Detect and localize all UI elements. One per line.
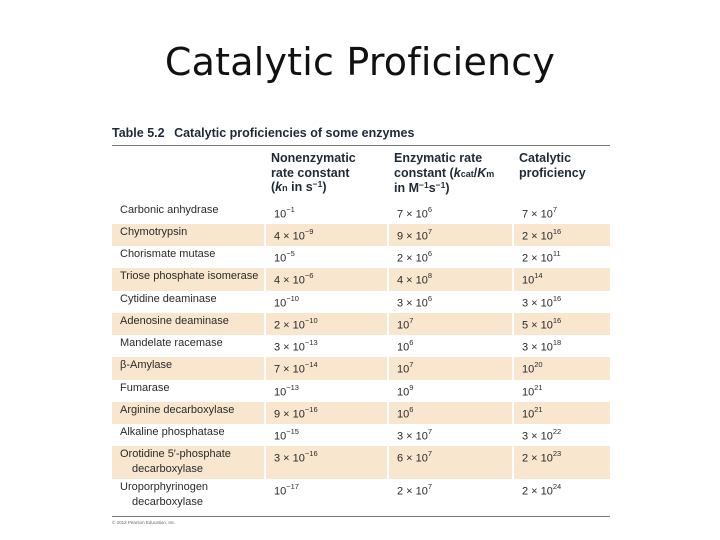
table-caption-text: Catalytic proficiencies of some enzymes xyxy=(174,126,415,140)
catalytic-proficiency-cell: $10^{20}$ xyxy=(513,357,610,379)
enzyme-name-cell: Cytidine deaminase xyxy=(112,291,265,313)
table-row xyxy=(112,402,610,424)
catalytic-proficiency-cell: $2 \times 10^{23}$ xyxy=(513,446,610,479)
table-row xyxy=(112,202,610,224)
enzymatic-rate-cell: $10^6$ xyxy=(388,402,513,424)
table-row xyxy=(112,479,610,512)
header-catalytic-proficiency: Catalytic proficiency xyxy=(519,151,586,180)
nonenzymatic-rate-cell: $10^{-1}$ xyxy=(265,202,388,224)
nonenzymatic-rate-cell: $3 \times 10^{-13}$ xyxy=(265,335,388,357)
catalytic-proficiency-cell: $7 \times 10^7$ xyxy=(522,204,558,221)
enzymatic-rate-cell: $10^7$ xyxy=(388,313,513,335)
enzyme-name-cell: Alkaline phosphatase xyxy=(112,424,265,446)
enzyme-name-cell: Adenosine deaminase xyxy=(112,313,265,335)
enzyme-name-cell: Mandelate racemase xyxy=(112,335,265,357)
enzymatic-rate-cell: $10^6$ xyxy=(388,335,513,357)
enzyme-name-cell: Fumarase xyxy=(112,380,265,402)
enzyme-name-cell: Carbonic anhydrase xyxy=(112,202,265,224)
enzymatic-rate-cell: $2 \times 10^6$ xyxy=(388,246,513,268)
table-caption-number: Table 5.2 xyxy=(112,126,165,140)
header-enzymatic-rate: Enzymatic rate constant (kcat/Km in $M^{-1}s^{-1}$) xyxy=(394,151,495,195)
enzymatic-rate-cell: $10^9$ xyxy=(388,380,513,402)
catalytic-proficiency-cell: $2 \times 10^{11}$ xyxy=(522,249,561,265)
table-row xyxy=(112,380,610,402)
nonenzymatic-rate-cell: $10^{-15}$ xyxy=(265,424,388,446)
enzyme-name-cell: Chorismate mutase xyxy=(112,246,265,268)
copyright-credit: © 2012 Pearson Education, Inc. xyxy=(112,516,610,525)
table-row xyxy=(112,224,610,246)
nonenzymatic-rate-cell: $3 \times 10^{-16}$ xyxy=(265,446,388,479)
enzymatic-rate-cell: $6 \times 10^7$ xyxy=(388,446,513,479)
enzymatic-rate-cell: $9 \times 10^7$ xyxy=(388,224,513,246)
enzymatic-rate-cell: $4 \times 10^8$ xyxy=(388,268,513,290)
enzymatic-rate-cell: $3 \times 10^7$ xyxy=(388,424,513,446)
enzyme-name-cell: Uroporphyrinogen decarboxylase xyxy=(112,479,265,512)
nonenzymatic-rate-cell: $10^{-10}$ xyxy=(265,291,388,313)
catalytic-proficiency-cell: $3 \times 10^{18}$ xyxy=(522,338,562,354)
catalytic-proficiency-cell: $2 \times 10^{24}$ xyxy=(522,482,562,498)
table-row xyxy=(112,335,610,357)
table-header-row xyxy=(112,150,610,202)
slide-title: Catalytic Proficiency xyxy=(164,40,556,84)
enzymatic-rate-cell: $7 \times 10^6$ xyxy=(388,202,513,224)
enzyme-table-figure xyxy=(112,126,610,525)
enzyme-name-cell: Triose phosphate isomerase xyxy=(112,268,265,290)
table-row xyxy=(112,446,610,479)
catalytic-proficiency-cell: $10^{21}$ xyxy=(522,382,543,399)
nonenzymatic-rate-cell: $10^{-5}$ xyxy=(265,246,388,268)
enzyme-name-cell: Orotidine 5′-phosphate decarboxylase xyxy=(112,446,265,479)
catalytic-proficiency-cell: $3 \times 10^{16}$ xyxy=(522,293,562,310)
catalytic-proficiency-cell: $3 \times 10^{22}$ xyxy=(522,427,562,443)
table-row xyxy=(112,291,610,313)
enzyme-name-cell: β-Amylase xyxy=(112,357,265,379)
catalytic-proficiency-cell: $10^{21}$ xyxy=(513,402,610,424)
enzymatic-rate-cell: $3 \times 10^6$ xyxy=(388,291,513,313)
table-row xyxy=(112,268,610,290)
table-row xyxy=(112,424,610,446)
catalytic-proficiency-cell: $5 \times 10^{16}$ xyxy=(513,313,610,335)
enzyme-name-cell: Chymotrypsin xyxy=(112,224,265,246)
nonenzymatic-rate-cell: $4 \times 10^{-6}$ xyxy=(265,268,388,290)
table-row xyxy=(112,313,610,335)
nonenzymatic-rate-cell: $7 \times 10^{-14}$ xyxy=(265,357,388,379)
enzymatic-rate-cell: $10^7$ xyxy=(388,357,513,379)
nonenzymatic-rate-cell: $2 \times 10^{-10}$ xyxy=(265,313,388,335)
enzymatic-rate-cell: $2 \times 10^7$ xyxy=(388,479,513,512)
table-row xyxy=(112,357,610,379)
catalytic-proficiency-table xyxy=(112,150,610,512)
table-body xyxy=(112,202,610,513)
header-enzyme xyxy=(112,150,265,202)
nonenzymatic-rate-cell: $9 \times 10^{-16}$ xyxy=(265,402,388,424)
catalytic-proficiency-cell: $2 \times 10^{16}$ xyxy=(513,224,610,246)
enzyme-name-cell: Arginine decarboxylase xyxy=(112,402,265,424)
table-caption xyxy=(112,126,610,146)
catalytic-proficiency-cell: $10^{14}$ xyxy=(513,268,610,290)
header-nonenzymatic-rate: Nonenzymatic rate constant (kn in $s^{-1}$) xyxy=(271,151,356,194)
nonenzymatic-rate-cell: $4 \times 10^{-9}$ xyxy=(265,224,388,246)
nonenzymatic-rate-cell: $10^{-17}$ xyxy=(265,479,388,512)
nonenzymatic-rate-cell: $10^{-13}$ xyxy=(265,380,388,402)
table-row xyxy=(112,246,610,268)
